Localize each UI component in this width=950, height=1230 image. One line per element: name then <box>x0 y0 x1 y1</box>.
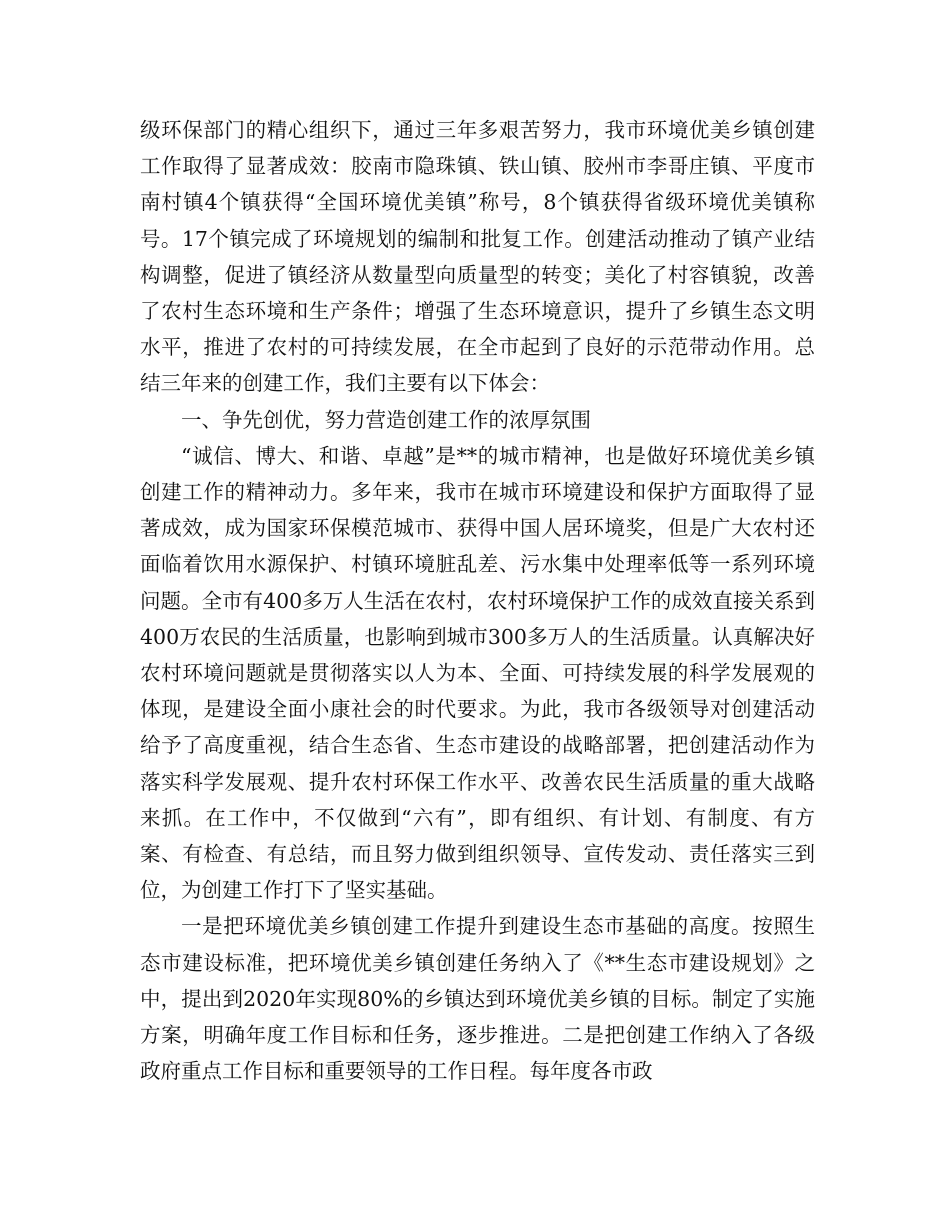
paragraph-city-spirit: “诚信、博大、和谐、卓越”是**的城市精神，也是做好环境优美乡镇创建工作的精神动力。多年来，我市在城市环境建设和保护方面取得了显著成效，成为国家环保模范城市、获得中国人居环境奖，但是广大农村还面临着饮用水源保护、村镇环境脏乱差、污水集中处理率低等一系列环境问题。全市有400多万人生活在农村，农村环境保护工作的成效直接关系到400万农民的生活质量，也影响到城市300多万人的生活质量。认真解决好农村环境问题就是贯彻落实以人为本、全面、可持续发展的科学发展观的体现，是建设全面小康社会的时代要求。为此，我市各级领导对创建活动给予了高度重视，结合生态省、生态市建设的战略部署，把创建活动作为落实科学发展观、提升农村环保工作水平、改善农民生活质量的重大战略来抓。在工作中，不仅做到“六有”，即有组织、有计划、有制度、有方案、有检查、有总结，而且努力做到组织领导、宣传发动、责任落实三到位，为创建工作打下了坚实基础。 <box>140 443 815 903</box>
section-heading-1: 一、争先创优，努力营造创建工作的浓厚氛围 <box>181 407 591 432</box>
paragraph-measures: 一是把环境优美乡镇创建工作提升到建设生态市基础的高度。按照生态市建设标准，把环境优美乡镇创建任务纳入了《**生态市建设规划》之中，提出到2020年实现80%的乡镇达到环境优美乡镇的目标。制定了实施方案，明确年度工作目标和任务，逐步推进。二是把创建工作纳入了各级政府重点工作目标和重要领导的工作日程。每年度各市政 <box>140 914 815 1084</box>
paragraph-intro: 级环保部门的精心组织下，通过三年多艰苦努力，我市环境优美乡镇创建工作取得了显著成效：胶南市隐珠镇、铁山镇、胶州市李哥庄镇、平度市南村镇4个镇获得“全国环境优美镇”称号，8个镇获得省级环境优美镇称号。17个镇完成了环境规划的编制和批复工作。创建活动推动了镇产业结构调整，促进了镇经济从数量型向质量型的转变；美化了村容镇貌，改善了农村生态环境和生产条件；增强了生态环境意识，提升了乡镇生态文明水平，推进了农村的可持续发展，在全市起到了良好的示范带动作用。总结三年来的创建工作，我们主要有以下体会： <box>140 118 815 396</box>
document-page <box>140 112 815 1089</box>
